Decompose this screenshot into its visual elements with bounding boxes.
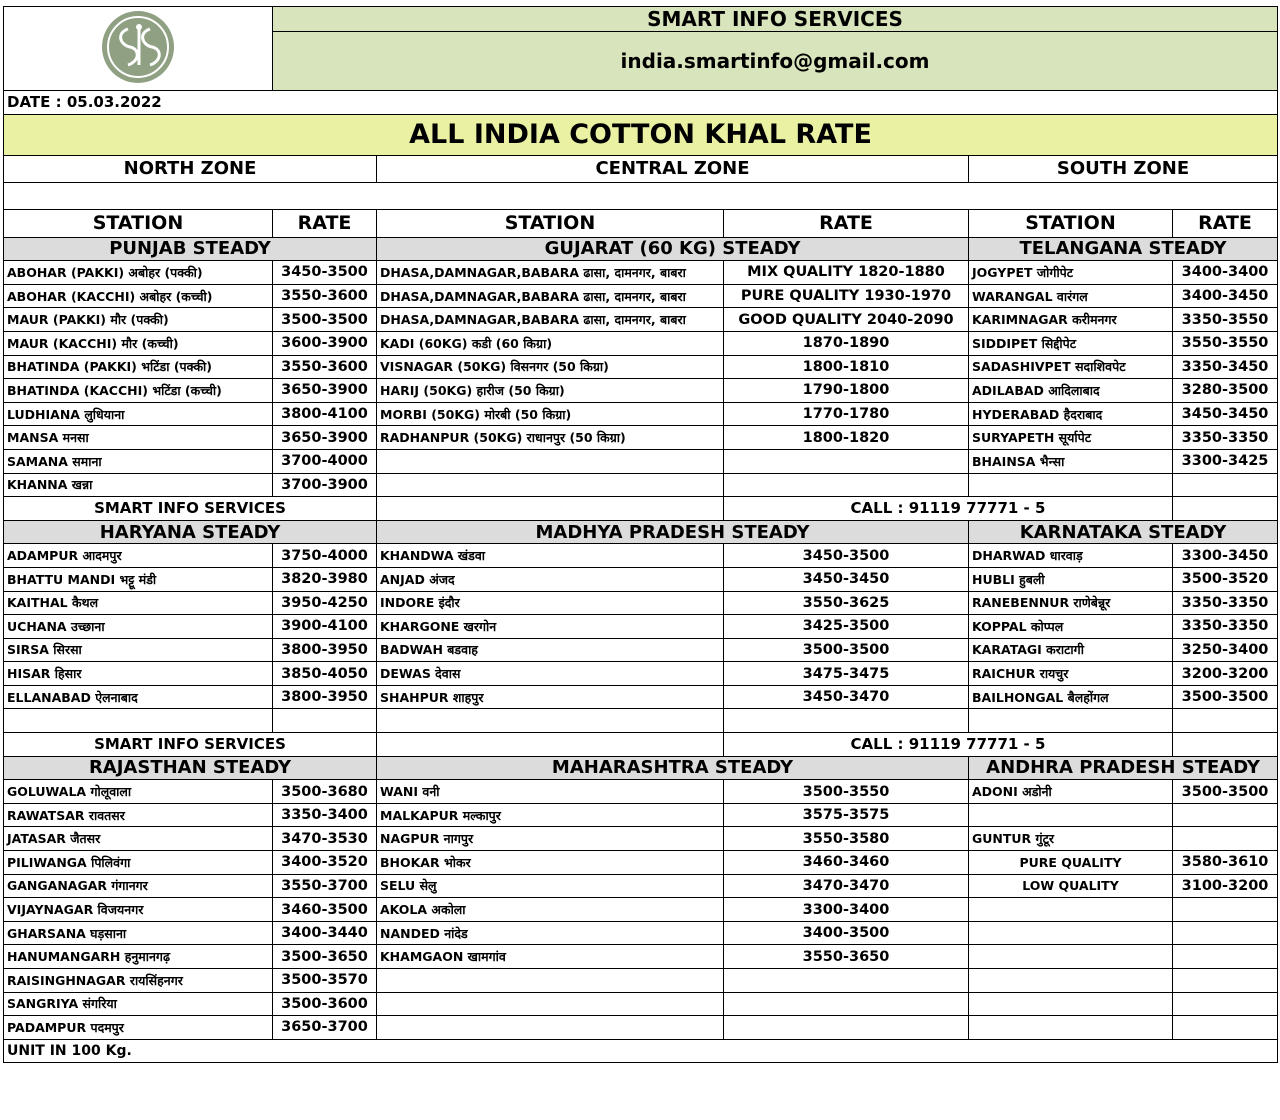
table-row (4, 662, 1278, 686)
rate-cell: 3470-3530 (273, 827, 377, 851)
rate-cell (1173, 827, 1278, 851)
zone-north: NORTH ZONE (4, 155, 377, 182)
col-rate-south: RATE (1173, 209, 1278, 237)
station-cell: GANGANAGAR गंगानगर (4, 874, 273, 898)
station-cell: ANJAD अंजद (377, 567, 724, 591)
rate-cell: 3800-3950 (273, 638, 377, 662)
band-spacer (1173, 733, 1278, 757)
station-cell: ADAMPUR आदमपुर (4, 544, 273, 568)
group-header-mp: MADHYA PRADESH STEADY (377, 520, 969, 544)
rate-cell: 3650-3700 (273, 1016, 377, 1040)
station-cell: ADILABAD आदिलाबाद (969, 379, 1173, 403)
rate-cell: 3400-3400 (1173, 261, 1278, 285)
rate-cell (1173, 992, 1278, 1016)
rate-cell (1173, 921, 1278, 945)
group-header-haryana: HARYANA STEADY (4, 520, 377, 544)
rate-cell: 3500-3550 (724, 780, 969, 804)
rate-cell: 3350-3350 (1173, 426, 1278, 450)
station-cell: DHASA,DAMNAGAR,BABARA ढासा, दामनगर, बाबरा (377, 261, 724, 285)
station-cell: MORBI (50KG) मोरबी (50 किग्रा) (377, 402, 724, 426)
station-cell: RAICHUR रायचुर (969, 662, 1173, 686)
station-cell: UCHANA उच्छाना (4, 615, 273, 639)
spacer-row (4, 182, 1278, 209)
station-cell: WANI वनी (377, 780, 724, 804)
station-cell: KHANDWA खंडवा (377, 544, 724, 568)
station-cell: BAILHONGAL बैलहोंगल (969, 685, 1173, 709)
station-cell: HARIJ (50KG) हारीज (50 किग्रा) (377, 379, 724, 403)
rate-cell: 3475-3475 (724, 662, 969, 686)
station-cell: SAMANA समाना (4, 449, 273, 473)
company-name: SMART INFO SERVICES (273, 7, 1278, 32)
group-header-andhra: ANDHRA PRADESH STEADY (969, 756, 1278, 780)
table-row (4, 638, 1278, 662)
rate-cell (273, 709, 377, 733)
rate-cell: 3580-3610 (1173, 851, 1278, 875)
table-row (4, 685, 1278, 709)
table-row (4, 992, 1278, 1016)
table-row (4, 969, 1278, 993)
station-cell: DHASA,DAMNAGAR,BABARA ढासा, दामनगर, बाबरा (377, 284, 724, 308)
station-cell (969, 921, 1173, 945)
rate-cell: 3450-3500 (273, 261, 377, 285)
rate-cell: 1800-1820 (724, 426, 969, 450)
rate-cell: 3460-3500 (273, 898, 377, 922)
rate-cell: 3425-3500 (724, 615, 969, 639)
station-cell: MAUR (KACCHI) मौर (कच्ची) (4, 331, 273, 355)
col-station-central: STATION (377, 209, 724, 237)
rate-cell: 3550-3550 (1173, 331, 1278, 355)
station-cell: RANEBENNUR राणेबेन्नूर (969, 591, 1173, 615)
table-row (4, 449, 1278, 473)
col-rate-north: RATE (273, 209, 377, 237)
zone-central: CENTRAL ZONE (377, 155, 969, 182)
rate-cell: 3500-3500 (724, 638, 969, 662)
station-cell: SHAHPUR शाहपुर (377, 685, 724, 709)
table-row (4, 921, 1278, 945)
table-row (4, 426, 1278, 450)
group-header-rajasthan: RAJASTHAN STEADY (4, 756, 377, 780)
rate-cell: 3350-3550 (1173, 308, 1278, 332)
station-cell: BHATTU MANDI भट्टू मंडी (4, 567, 273, 591)
table-row (4, 567, 1278, 591)
rate-cell: 1870-1890 (724, 331, 969, 355)
station-cell: KHAMGAON खामगांव (377, 945, 724, 969)
rate-cell: 3500-3570 (273, 969, 377, 993)
quality-label: LOW QUALITY (969, 874, 1173, 898)
table-row (4, 473, 1278, 497)
rate-cell: 3400-3450 (1173, 284, 1278, 308)
station-cell (377, 473, 724, 497)
rate-cell: 3550-3580 (724, 827, 969, 851)
station-cell: GUNTUR गुंटूर (969, 827, 1173, 851)
station-cell: KADI (60KG) कडी (60 किग्रा) (377, 331, 724, 355)
col-rate-central: RATE (724, 209, 969, 237)
rate-cell: 3650-3900 (273, 379, 377, 403)
rate-cell: 3460-3460 (724, 851, 969, 875)
table-row (4, 261, 1278, 285)
company-logo (4, 7, 273, 91)
station-cell (377, 1016, 724, 1040)
station-cell (377, 969, 724, 993)
rate-cell: 3350-3350 (1173, 615, 1278, 639)
station-cell: SANGRIYA संगरिया (4, 992, 273, 1016)
station-cell (969, 992, 1173, 1016)
rate-cell: 3350-3350 (1173, 591, 1278, 615)
station-cell: PADAMPUR पदमपुर (4, 1016, 273, 1040)
rate-cell: 3450-3470 (724, 685, 969, 709)
station-cell: MAUR (PAKKI) मौर (पक्की) (4, 308, 273, 332)
station-cell: ABOHAR (KACCHI) अबोहर (कच्ची) (4, 284, 273, 308)
station-cell: HISAR हिसार (4, 662, 273, 686)
station-cell: SIDDIPET सिद्दीपेट (969, 331, 1173, 355)
table-row (4, 803, 1278, 827)
table-row (4, 709, 1278, 733)
rate-cell: 3500-3650 (273, 945, 377, 969)
rate-cell: 3850-4050 (273, 662, 377, 686)
station-cell: DEWAS देवास (377, 662, 724, 686)
station-cell (969, 898, 1173, 922)
rate-cell: 3650-3900 (273, 426, 377, 450)
rate-cell: 3900-4100 (273, 615, 377, 639)
rate-cell: 3350-3450 (1173, 355, 1278, 379)
rate-cell (724, 709, 969, 733)
station-cell (969, 945, 1173, 969)
station-cell (377, 449, 724, 473)
rate-cell (1173, 709, 1278, 733)
rate-cell (1173, 803, 1278, 827)
rate-cell (724, 992, 969, 1016)
station-cell: KARIMNAGAR करीमनगर (969, 308, 1173, 332)
station-cell: SURYAPETH सूर्यापेट (969, 426, 1173, 450)
table-row (4, 355, 1278, 379)
rate-cell: 3550-3625 (724, 591, 969, 615)
band-spacer (377, 733, 724, 757)
rate-cell: 3450-3450 (1173, 402, 1278, 426)
station-cell: KARATAGI कराटागी (969, 638, 1173, 662)
rate-cell: 3470-3470 (724, 874, 969, 898)
station-cell: JOGYPET जोगीपेट (969, 261, 1173, 285)
station-cell (377, 992, 724, 1016)
station-cell: BHATINDA (PAKKI) भटिंडा (पक्की) (4, 355, 273, 379)
rate-cell (724, 449, 969, 473)
table-row (4, 284, 1278, 308)
table-row (4, 780, 1278, 804)
table-row (4, 308, 1278, 332)
station-cell (969, 473, 1173, 497)
rate-cell: 3500-3520 (1173, 567, 1278, 591)
station-cell (4, 709, 273, 733)
col-station-south: STATION (969, 209, 1173, 237)
rate-cell (724, 1016, 969, 1040)
station-cell: HANUMANGARH हनुमानगढ़ (4, 945, 273, 969)
rate-cell: MIX QUALITY 1820-1880 (724, 261, 969, 285)
station-cell: MALKAPUR मल्कापुर (377, 803, 724, 827)
station-cell: WARANGAL वारंगल (969, 284, 1173, 308)
rate-cell (1173, 969, 1278, 993)
quality-label: PURE QUALITY (969, 851, 1173, 875)
station-cell (969, 803, 1173, 827)
table-row (4, 331, 1278, 355)
rate-cell: 1770-1780 (724, 402, 969, 426)
station-cell (969, 969, 1173, 993)
station-cell: PILIWANGA पिलिवंगा (4, 851, 273, 875)
table-row (4, 379, 1278, 403)
band-company: SMART INFO SERVICES (4, 733, 377, 757)
rate-cell: 3950-4250 (273, 591, 377, 615)
station-cell: INDORE इंदौर (377, 591, 724, 615)
station-cell: HUBLI हुबली (969, 567, 1173, 591)
rate-cell: 3500-3500 (1173, 780, 1278, 804)
station-cell: KAITHAL कैथल (4, 591, 273, 615)
rate-cell: 3500-3500 (1173, 685, 1278, 709)
group-header-telangana: TELANGANA STEADY (969, 237, 1278, 261)
rate-cell: 3400-3520 (273, 851, 377, 875)
band-call: CALL : 91119 77771 - 5 (724, 497, 1173, 521)
station-cell: DHARWAD धारवाड़ (969, 544, 1173, 568)
group-header-maharashtra: MAHARASHTRA STEADY (377, 756, 969, 780)
rate-cell: 3280-3500 (1173, 379, 1278, 403)
rate-cell: 3500-3600 (273, 992, 377, 1016)
rate-cell: 3450-3500 (724, 544, 969, 568)
station-cell: RADHANPUR (50KG) राधानपुर (50 किग्रा) (377, 426, 724, 450)
zone-south: SOUTH ZONE (969, 155, 1278, 182)
rate-cell: 3100-3200 (1173, 874, 1278, 898)
rate-cell (1173, 1016, 1278, 1040)
rate-cell: 3800-3950 (273, 685, 377, 709)
station-cell: SADASHIVPET सदाशिवपेट (969, 355, 1173, 379)
station-cell: KHARGONE खरगोन (377, 615, 724, 639)
band-spacer (377, 497, 724, 521)
page-title: ALL INDIA COTTON KHAL RATE (4, 114, 1278, 155)
rate-cell: 3300-3400 (724, 898, 969, 922)
logo-icon (88, 7, 188, 87)
table-row (4, 615, 1278, 639)
rate-cell: 3550-3700 (273, 874, 377, 898)
station-cell: VISNAGAR (50KG) विसनगर (50 किग्रा) (377, 355, 724, 379)
rate-cell: 3800-4100 (273, 402, 377, 426)
rate-cell: 3550-3600 (273, 284, 377, 308)
rate-cell: 3820-3980 (273, 567, 377, 591)
station-cell: RAWATSAR रावतसर (4, 803, 273, 827)
group-header-punjab: PUNJAB STEADY (4, 237, 377, 261)
rate-cell: 3550-3650 (724, 945, 969, 969)
rate-cell: 3400-3440 (273, 921, 377, 945)
station-cell: KHANNA खन्ना (4, 473, 273, 497)
band-company: SMART INFO SERVICES (4, 497, 377, 521)
rate-cell (1173, 473, 1278, 497)
company-email[interactable]: india.smartinfo@gmail.com (273, 32, 1278, 91)
rate-cell: 3350-3400 (273, 803, 377, 827)
station-cell: LUDHIANA लुधियाना (4, 402, 273, 426)
table-row (4, 544, 1278, 568)
rate-cell: 3250-3400 (1173, 638, 1278, 662)
rate-cell: 3300-3450 (1173, 544, 1278, 568)
rate-cell (724, 473, 969, 497)
rate-cell: 3200-3200 (1173, 662, 1278, 686)
table-row (4, 874, 1278, 898)
rate-cell (1173, 898, 1278, 922)
table-row (4, 827, 1278, 851)
report-date: DATE : 05.03.2022 (4, 91, 1278, 115)
rate-cell: 3550-3600 (273, 355, 377, 379)
station-cell: DHASA,DAMNAGAR,BABARA ढासा, दामनगर, बाबरा (377, 308, 724, 332)
table-row (4, 945, 1278, 969)
table-row (4, 402, 1278, 426)
station-cell: NANDED नांदेड (377, 921, 724, 945)
rate-cell: GOOD QUALITY 2040-2090 (724, 308, 969, 332)
station-cell: GHARSANA घड़साना (4, 921, 273, 945)
station-cell: SIRSA सिरसा (4, 638, 273, 662)
rate-cell: 3700-4000 (273, 449, 377, 473)
rate-cell: 3500-3680 (273, 780, 377, 804)
rate-sheet (3, 6, 1278, 1063)
station-cell: BHOKAR भोकर (377, 851, 724, 875)
station-cell (377, 709, 724, 733)
rate-cell: 1800-1810 (724, 355, 969, 379)
station-cell: JATASAR जैतसर (4, 827, 273, 851)
col-station-north: STATION (4, 209, 273, 237)
table-row (4, 1016, 1278, 1040)
table-row (4, 898, 1278, 922)
group-header-gujarat: GUJARAT (60 KG) STEADY (377, 237, 969, 261)
band-spacer (1173, 497, 1278, 521)
table-row (4, 851, 1278, 875)
station-cell: MANSA मनसा (4, 426, 273, 450)
station-cell: NAGPUR नागपुर (377, 827, 724, 851)
rate-cell: 3575-3575 (724, 803, 969, 827)
station-cell: VIJAYNAGAR विजयनगर (4, 898, 273, 922)
station-cell: BHAINSA भैन्सा (969, 449, 1173, 473)
station-cell (969, 1016, 1173, 1040)
rate-cell: 3700-3900 (273, 473, 377, 497)
station-cell: GOLUWALA गोलूवाला (4, 780, 273, 804)
table-row (4, 591, 1278, 615)
station-cell (969, 709, 1173, 733)
station-cell: RAISINGHNAGAR रायसिंहनगर (4, 969, 273, 993)
rate-cell: 3750-4000 (273, 544, 377, 568)
station-cell: ADONI अडोनी (969, 780, 1173, 804)
rate-cell: 3450-3450 (724, 567, 969, 591)
rate-cell: 3400-3500 (724, 921, 969, 945)
unit-note: UNIT IN 100 Kg. (4, 1039, 1278, 1063)
rate-cell (1173, 945, 1278, 969)
station-cell: HYDERABAD हैदराबाद (969, 402, 1173, 426)
rate-cell (724, 969, 969, 993)
station-cell: KOPPAL कोप्पल (969, 615, 1173, 639)
rate-cell: 3300-3425 (1173, 449, 1278, 473)
group-header-karnataka: KARNATAKA STEADY (969, 520, 1278, 544)
station-cell: BADWAH बडवाह (377, 638, 724, 662)
station-cell: AKOLA अकोला (377, 898, 724, 922)
rate-cell: 3600-3900 (273, 331, 377, 355)
station-cell: BHATINDA (KACCHI) भटिंडा (कच्ची) (4, 379, 273, 403)
station-cell: ELLANABAD ऐलनाबाद (4, 685, 273, 709)
rate-cell: PURE QUALITY 1930-1970 (724, 284, 969, 308)
band-call: CALL : 91119 77771 - 5 (724, 733, 1173, 757)
station-cell: SELU सेलु (377, 874, 724, 898)
rate-cell: 1790-1800 (724, 379, 969, 403)
station-cell: ABOHAR (PAKKI) अबोहर (पक्की) (4, 261, 273, 285)
rate-cell: 3500-3500 (273, 308, 377, 332)
